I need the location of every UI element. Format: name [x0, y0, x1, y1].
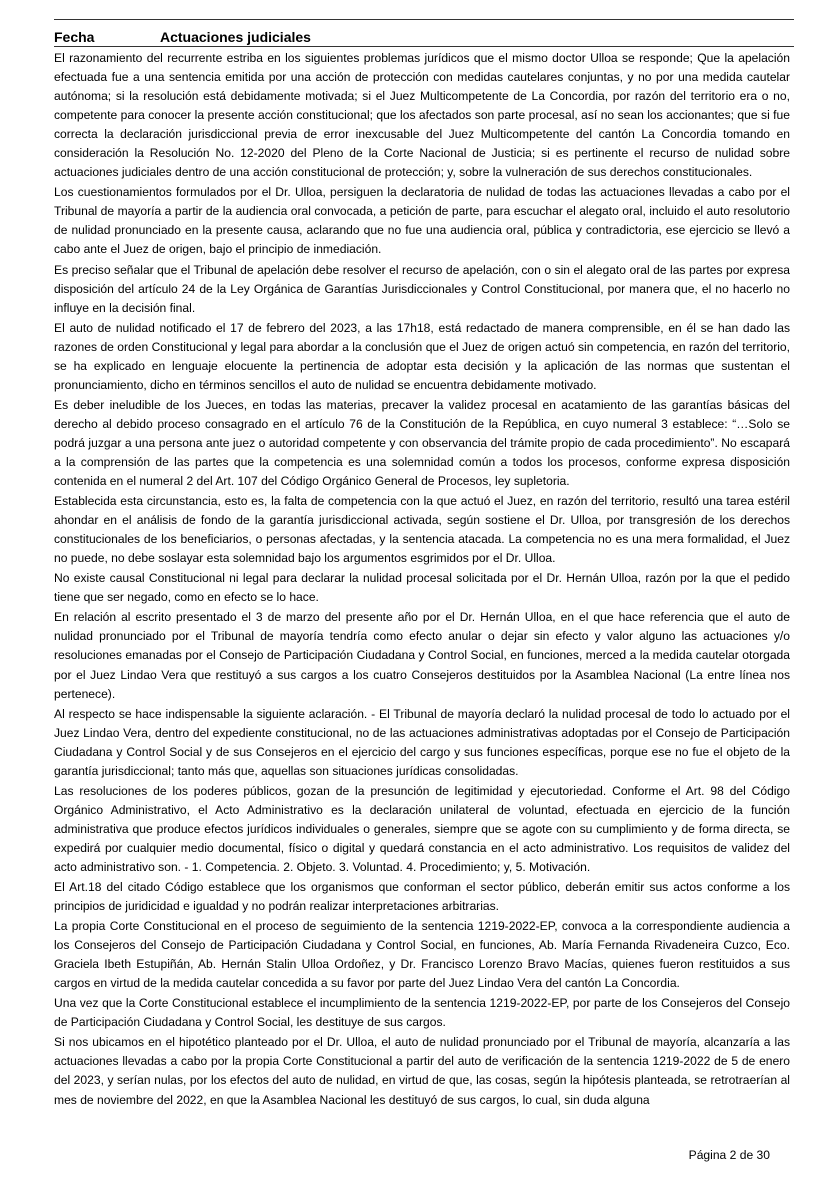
paragraph: Al respecto se hace indispensable la siguiente aclaración. - El Tribunal de mayoría declaró la nulidad procesal de todo lo actuado por el Juez Lindao Vera, dentro del expediente constitucional, no de las actuaciones administrativas adoptadas por el Consejo de Participación Ciudadana y Control Social y de sus Consejeros en el ejercicio del cargo y sus funciones específicas, porque ese no fue el objeto de la garantía jurisdiccional; tanto más que, aquellas son situaciones jurídicas consolidadas.	[54, 706, 790, 778]
paragraph: Establecida esta circunstancia, esto es, la falta de competencia con la que actuó el Juez, en razón del territorio, resultó una tarea estéril ahondar en el análisis de fondo de la garantía jurisdiccional activada, según sostiene el Dr. Ulloa, por transgresión de los derechos constitucionales de los beneficiarios, o personas afectadas, y la sentencia atacada. La competencia no es una mera formalidad, el Juez no puede, no debe soslayar esta solemnidad bajo los argumentos esgrimidos por el Dr. Ulloa.	[54, 494, 790, 566]
paragraph: El razonamiento del recurrente estriba en los siguientes problemas jurídicos que el mismo doctor Ulloa se responde; Que la apelación efectuada fue a una sentencia emitida por una acción de protección con medidas cautelares conjuntas, y no por una medida cautelar autónoma; si la resolución está debidamente motivada; si el Juez Multicompetente de La Concordia, por razón del territorio era o no, competente para conocer la presente acción constitucional; que los afectados son parte procesal, así no sean los accionantes; que si fue correcta la declaración jurisdiccional previa de error inexcusable del Juez Multicompetente del cantón La Concordia tomando en consideración la Resolución No. 12-2020 del Pleno de la Corte Nacional de Justicia; si es pertinente el recurso de nulidad sobre actuaciones judiciales dentro de una acción constitucional de protección; y, sobre la vulneración de sus derechos constitucionales.	[54, 51, 790, 180]
top-rule	[54, 19, 794, 20]
table-header	[54, 29, 794, 47]
document-body	[54, 49, 790, 1111]
paragraph: No existe causal Constitucional ni legal para declarar la nulidad procesal solicitada por el Dr. Hernán Ulloa, razón por la que el pedido tiene que ser negado, como en efecto se lo hace.	[54, 571, 790, 605]
page-number: Página 2 de 30	[688, 1148, 770, 1162]
paragraph: Una vez que la Corte Constitucional establece el incumplimiento de la sentencia 1219-2022-EP, por parte de los Consejeros del Consejo de Participación Ciudadana y Control Social, les destituye de sus cargos.	[54, 996, 790, 1030]
header-fecha: Fecha	[54, 29, 95, 45]
paragraph: Los cuestionamientos formulados por el Dr. Ulloa, persiguen la declaratoria de nulidad de todas las actuaciones llevadas a cabo por el Tribunal de mayoría a partir de la audiencia oral convocada, a petición de parte, para escuchar el alegato oral, incluido el auto resolutorio de nulidad pronunciado en la presente causa, aclarando que no fue una audiencia oral, pública y contradictoria, ese ejercicio se llevó a cabo ante el Juez de origen, bajo el principio de inmediación.	[54, 185, 790, 257]
header-actuaciones: Actuaciones judiciales	[160, 29, 311, 45]
paragraph: Es deber ineludible de los Jueces, en todas las materias, precaver la validez procesal en acatamiento de las garantías básicas del derecho al debido proceso consagrado en el artículo 76 de la Constitución de la República, en cuyo numeral 3 establece: “…Solo se podrá juzgar a una persona ante juez o autoridad competente y con observancia del trámite propio de cada procedimiento”. No escapará a la comprensión de las partes que la competencia es una solemnidad común a todos los procesos, conforme expresa disposición contenida en el numeral 2 del Art. 107 del Código Orgánico General de Procesos, ley supletoria.	[54, 397, 790, 489]
paragraph: Si nos ubicamos en el hipotético planteado por el Dr. Ulloa, el auto de nulidad pronunciado por el Tribunal de mayoría, alcanzaría a las actuaciones llevadas a cabo por la propia Corte Constitucional a partir del auto de verificación de la sentencia 1219-2022 de 5 de enero del 2023, y serían nulas, por los efectos del auto de nulidad, en virtud de que, las cosas, según la hipótesis planteada, se retrotraerían al mes de noviembre del 2022, en que la Asamblea Nacional les destituyó de sus cargos, lo cual, sin duda alguna	[54, 1035, 790, 1107]
paragraph: Es preciso señalar que el Tribunal de apelación debe resolver el recurso de apelación, con o sin el alegato oral de las partes por expresa disposición del artículo 24 de la Ley Orgánica de Garantías Jurisdiccionales y Control Constitucional, por manera que, el no hacerlo no influye en la decisión final.	[54, 262, 790, 315]
paragraph: Las resoluciones de los poderes públicos, gozan de la presunción de legitimidad y ejecutoriedad. Conforme el Art. 98 del Código Orgánico Administrativo, el Acto Administrativo es la declaración unilateral de voluntad, efectuada en ejercicio de la función administrativa que produce efectos jurídicos individuales o generales, siempre que se agote con su cumplimiento y de forma directa, se expedirá por cualquier medio documental, físico o digital y quedará constancia en el acto administrativo. Los requisitos de validez del acto administrativo son. - 1. Competencia. 2. Objeto. 3. Voluntad. 4. Procedimiento; y, 5. Motivación.	[54, 783, 790, 874]
paragraph: El auto de nulidad notificado el 17 de febrero del 2023, a las 17h18, está redactado de manera comprensible, en él se han dado las razones de orden Constitucional y legal para abordar a la conclusión que el Juez de origen actuó sin competencia, en razón del territorio, se ha explicado en lenguaje elocuente la pertinencia de adoptar esta decisión y la aplicación de las normas que sustentan el pronunciamiento, dicho en términos sencillos el auto de nulidad se encuentra debidamente motivado.	[54, 320, 790, 392]
paragraph: La propia Corte Constitucional en el proceso de seguimiento de la sentencia 1219-2022-EP, convoca a la correspondiente audiencia a los Consejeros del Consejo de Participación Ciudadana y Control Social, en funciones, Ab. María Fernanda Rivadeneira Cuzco, Eco. Graciela Ibeth Estupiñán, Ab. Hernán Stalin Ulloa Ordoñez, y Dr. Francisco Lorenzo Bravo Macías, quienes fueron restituidos a sus cargos en virtud de la medida cautelar concedida a su favor por parte del Juez Lindao Vera del cantón La Concordia.	[54, 919, 790, 991]
paragraph: El Art.18 del citado Código establece que los organismos que conforman el sector público, deberán emitir sus actos conforme a los principios de juridicidad e igualdad y no podrán realizar interpretaciones arbitrarias.	[54, 880, 790, 914]
paragraph: En relación al escrito presentado el 3 de marzo del presente año por el Dr. Hernán Ulloa, en el que hace referencia que el auto de nulidad pronunciado por el Tribunal de mayoría tendría como efecto anular o dejar sin efecto y valor alguno las actuaciones y/o resoluciones emanadas por el Consejo de Participación Ciudadana y Control Social, en funciones, merced a la medida cautelar otorgada por el Juez Lindao Vera que restituyó a sus cargos a los cuatro Consejeros destituidos por la Asamblea Nacional (La entre línea nos pertenece).	[54, 610, 790, 701]
